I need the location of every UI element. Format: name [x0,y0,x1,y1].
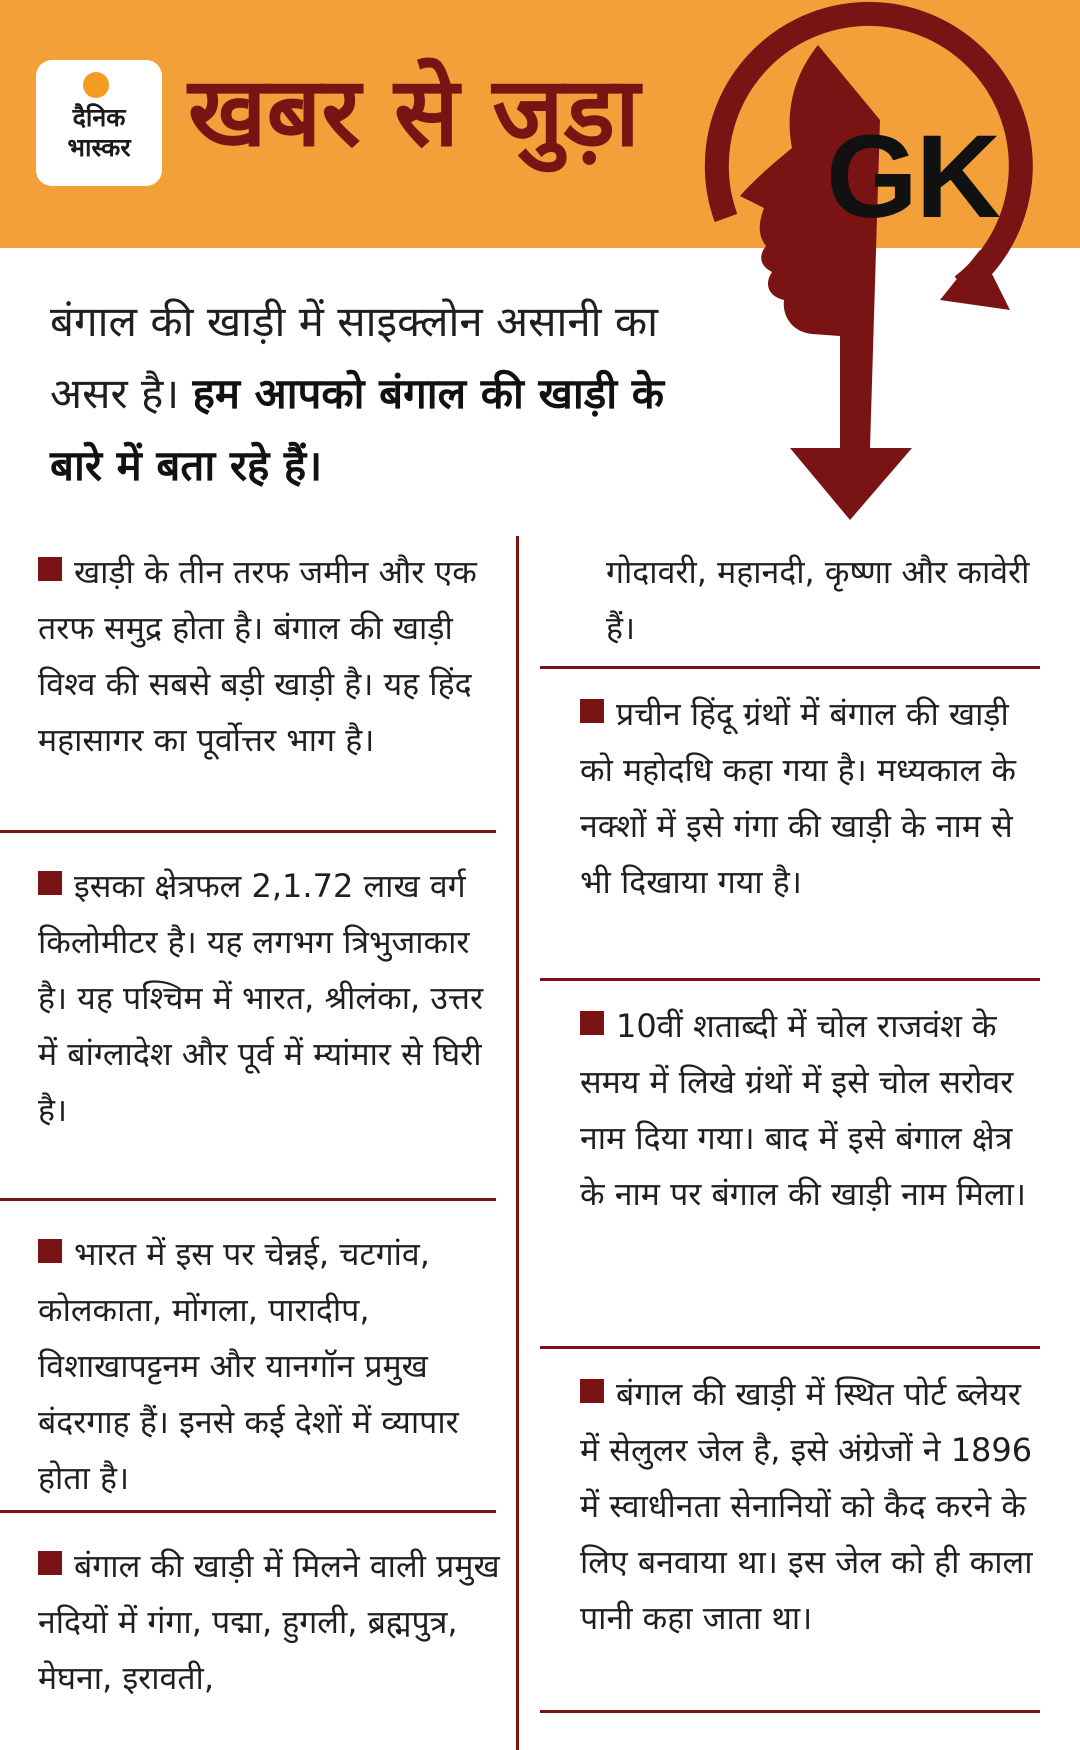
fact-text: खाड़ी के तीन तरफ जमीन और एक तरफ समुद्र होता है। बंगाल की खाड़ी विश्व की सबसे बड़ी खाड़ी है। यह हिंद महासागर का पूर्वोत्तर भाग है। [38,553,477,759]
fact-text: बंगाल की खाड़ी में मिलने वाली प्रमुख नदियों में गंगा, पद्मा, हुगली, ब्रह्मपुत्र, मेघना, इरावती, [38,1547,500,1697]
divider-rule [540,1346,1040,1349]
divider-rule [540,978,1040,981]
square-bullet-icon [38,871,62,895]
column-divider [516,536,519,1750]
intro-normal: बंगाल की खाड़ी में साइक्लोन असानी का असर है। [50,297,659,418]
fact-item [38,858,508,1138]
fact-item [606,544,1046,656]
square-bullet-icon [38,557,62,581]
divider-rule [0,1510,496,1513]
square-bullet-icon [38,1551,62,1575]
fact-text: बंगाल की खाड़ी में स्थित पोर्ट ब्लेयर में सेलुलर जेल है, इसे अंग्रेजों ने 1896 में स्वाधीनता सेनानियों को कैद करने के लिए बनवाया था। इस जेल को ही काला पानी कहा जाता था। [580,1375,1033,1637]
sun-icon [83,72,109,98]
fact-item [38,1538,508,1706]
divider-rule [0,830,496,833]
dainik-bhaskar-logo[interactable] [36,60,162,186]
fact-item [38,544,508,768]
fact-item [38,1226,508,1506]
fact-item [580,686,1042,910]
fact-item [580,998,1042,1222]
fact-text: गोदावरी, महानदी, कृष्णा और कावेरी हैं। [606,553,1030,647]
head-silhouette-icon [700,0,1080,530]
divider-rule [540,666,1040,669]
square-bullet-icon [38,1239,62,1263]
intro-bold: हम आपको बंगाल की खाड़ी के बारे में बता रहे हैं। [50,369,664,490]
logo-text-line2: भास्कर [67,133,131,162]
divider-rule [0,1198,496,1201]
fact-item [580,1366,1042,1646]
intro-text [50,286,730,502]
gk-badge: GK [826,111,999,243]
fact-text: 10वीं शताब्दी में चोल राजवंश के समय में लिखे ग्रंथों में इसे चोल सरोवर नाम दिया गया। बाद में इसे बंगाल क्षेत्र के नाम पर बंगाल की खाड़ी नाम मिला। [580,1007,1026,1213]
divider-rule [540,1710,1040,1713]
square-bullet-icon [580,699,604,723]
fact-text: इसका क्षेत्रफल 2,1.72 लाख वर्ग किलोमीटर है। यह लगभग त्रिभुजाकार है। यह पश्चिम में भारत, श्रीलंका, उत्तर में बांग्लादेश और पूर्व में म्यांमार से घिरी है। [38,867,484,1129]
fact-text: भारत में इस पर चेन्नई, चटगांव, कोलकाता, मोंगला, पारादीप, विशाखापट्टनम और यानगॉन प्रमुख बंदरगाह हैं। इनसे कई देशों में व्यापार होता है। [38,1235,459,1497]
square-bullet-icon [580,1011,604,1035]
page-title: खबर से जुड़ा [188,56,640,168]
logo-text-line1: दैनिक [72,103,126,132]
fact-text: प्रचीन हिंदू ग्रंथों में बंगाल की खाड़ी को महोदधि कहा गया है। मध्यकाल के नक्शों में इसे गंगा की खाड़ी के नाम से भी दिखाया गया है। [580,695,1016,901]
square-bullet-icon [580,1379,604,1403]
